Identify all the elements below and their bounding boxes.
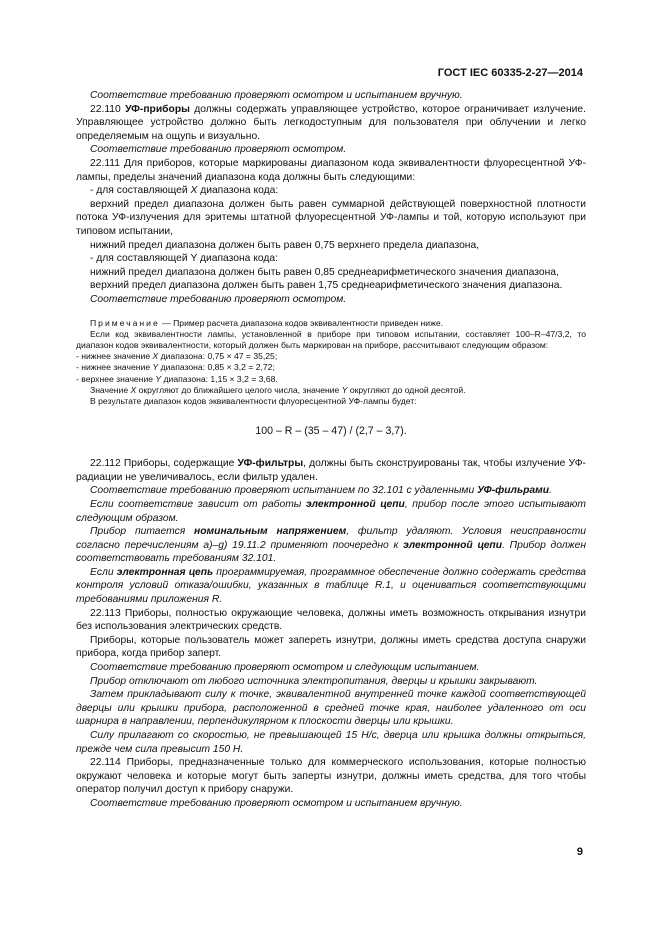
paragraph-113-c: Соответствие требованию проверяют осмотром и следующим испытанием. (90, 662, 480, 674)
text: округляют до ближайшего целого числа, значение (136, 384, 342, 395)
text: диапазона: 0,75 × 47 = 35,25; (158, 351, 278, 362)
paragraph-114-b: Соответствие требованию проверяют осмотром и испытанием вручную. (90, 797, 463, 809)
formula: 100 – R – (35 – 47) / (2,7 – 3,7). (255, 425, 407, 438)
text: , фильтр удаляют. Условия неисправности согласно перечислениям a)–g) 19.11.2 применяют поочередно к (76, 526, 586, 551)
text: Прибор питается (90, 526, 195, 538)
paragraph-22-110 (76, 103, 586, 144)
text: Соответствие требованию проверяют испытанием по 32.101 с удаленными (90, 485, 478, 497)
note-paragraph: Если код эквивалентности лампы, установленной в приборе при типовом испытании, составляет 100–R–47/3,2, то диапазон кодов эквивалентности, который должен быть маркирован на приборе, рассчитывают следующим образом: (76, 328, 586, 350)
paragraph-112-compliance (76, 484, 586, 498)
paragraph-113-f: Силу прилагают со скоростью, не превышающей 15 Н/с, дверца или крышка должны открыться, прежде чем сила превысит 150 Н. (76, 730, 586, 755)
paragraph-lower-limit: нижний предел диапазона должен быть равен 0,75 верхнего предела диапазона, (90, 239, 480, 251)
note-list-item (76, 351, 586, 362)
variable: Y (152, 362, 159, 373)
text: - для составляющей (90, 185, 191, 197)
clause-text: должны содержать управляющее устройство, которое ограничивает излучение. Управляющее устройство должно быть легкодоступным для пользователя при облучении и легко определяемым на ощупь и визуально. (76, 103, 586, 142)
text: , должны быть сконструированы так, чтобы излучение УФ-радиации не увеличивалось, если фильтр удален. (76, 458, 586, 483)
paragraph-113-e: Затем прикладывают силу к точке, эквивалентной внутренней точке каждой соответствующей дверцы или крышки прибора, расположенной в средней точке края, наиболее удаленного от оси шарнира в направлении, перпендикулярном к плоскости дверцы или крышки. (76, 689, 586, 728)
text: Значение (90, 384, 131, 395)
paragraph-112-voltage (76, 525, 586, 566)
text: программируемая, программное обеспечение должно содержать средства контроля условий отказа/ошибки, указанных в таблице R.1, и оцениваться соответствующими требованиями приложения R. (76, 566, 586, 606)
text: диапазона: 1,15 × 3,2 = 3,68. (161, 373, 278, 384)
paragraph-22-111: 22.111 Для приборов, которые маркированы диапазоном кода эквивалентности флуоресцентной УФ-лампы, пределы значений диапазона кода должны быть следующими: (76, 157, 586, 183)
variable: Y (155, 373, 162, 384)
paragraph-22-112 (76, 457, 586, 484)
term: электронной цепи (305, 498, 405, 510)
text: 22.112 Приборы, содержащие (90, 458, 238, 470)
paragraph-22-114: 22.114 Приборы, предназначенные только для коммерческого использования, которые полностью окружают человека и которые могут быть заперты изнутри, должны иметь средства, для того чтобы оператор получил доступ к прибору снаружи. (76, 757, 586, 796)
text: диапазона: 0,85 × 3,2 = 2,72; (158, 362, 275, 373)
note-heading (76, 318, 586, 329)
page-body (76, 89, 586, 811)
note-list-item (76, 374, 586, 385)
paragraph-compliance-2: Соответствие требованию проверяют осмотром. (90, 144, 347, 156)
paragraph-upper-limit: верхний предел диапазона должен быть равен суммарной действующей поверхностной плотности потока УФ-излучения для эритемы штатной флуоресцентной УФ-лампы и той, которую используют при типовом испытании, (76, 198, 586, 237)
text: . (549, 485, 552, 497)
term: электронной цепи (403, 539, 503, 551)
term: номинальным напряжением (194, 526, 347, 538)
term: электронная цепь (116, 566, 214, 578)
text: . Прибор должен соответствовать требованиям 32.101. (76, 539, 587, 565)
page-number: 9 (576, 846, 583, 858)
paragraph-x-component (76, 184, 586, 198)
paragraph-compliance-1: Соответствие требованию проверяют осмотром и испытанием вручную. (90, 90, 463, 101)
variable: X (152, 351, 159, 362)
paragraph-113-d: Прибор отключают от любого источника электропитания, дверцы и крышки закрывают. (90, 675, 538, 687)
note-label: Примечание (90, 317, 160, 328)
clause-number: 22.110 (90, 103, 121, 115)
text: диапазона кода: (197, 185, 279, 197)
variable: X (130, 384, 137, 395)
note-list-item (76, 362, 586, 373)
text: - нижнее значение (76, 362, 153, 373)
text: - нижнее значение (76, 351, 153, 362)
note-text: — Пример расчета диапазона кодов эквивалентности приведен ниже. (159, 317, 443, 328)
paragraph-y-upper: верхний предел диапазона должен быть равен 1,75 среднеарифметического значения диапазона. (90, 280, 563, 292)
term-uv-filters: УФ-фильтры (237, 458, 304, 470)
term: УФ-фильрами (477, 485, 549, 497)
text: - верхнее значение (76, 373, 156, 384)
paragraph-y-lower: нижний предел диапазона должен быть равен 0,85 среднеарифметического значения диапазона, (90, 266, 559, 278)
variable-x: X (190, 185, 198, 197)
document-header: ГОСТ IEC 60335-2-27—2014 (437, 67, 583, 79)
term-uv-devices: УФ-приборы (125, 103, 190, 115)
paragraph-113-b: Приборы, которые пользователь может запереть изнутри, должны иметь средства доступа снаружи прибора, когда прибор заперт. (76, 634, 586, 660)
paragraph-compliance-3: Соответствие требованию проверяют осмотром. (90, 293, 347, 305)
variable: Y (341, 384, 348, 395)
text: Если соответствие зависит от работы (90, 498, 306, 510)
text: Если (90, 566, 117, 578)
text: , прибор после этого испытывают следующим образом. (76, 498, 587, 524)
paragraph-112-programmable (76, 566, 586, 607)
paragraph-112-electronic (76, 498, 586, 525)
paragraph-y-component: - для составляющей Y диапазона кода: (90, 253, 278, 265)
text: округляют до одной десятой. (347, 384, 466, 395)
note-result: В результате диапазон кодов эквивалентности флуоресцентной УФ-лампы будет: (90, 395, 417, 406)
note-rounding (76, 385, 586, 396)
paragraph-22-113: 22.113 Приборы, полностью окружающие человека, должны иметь возможность открывания изнутри без использования электрических средств. (76, 607, 586, 633)
